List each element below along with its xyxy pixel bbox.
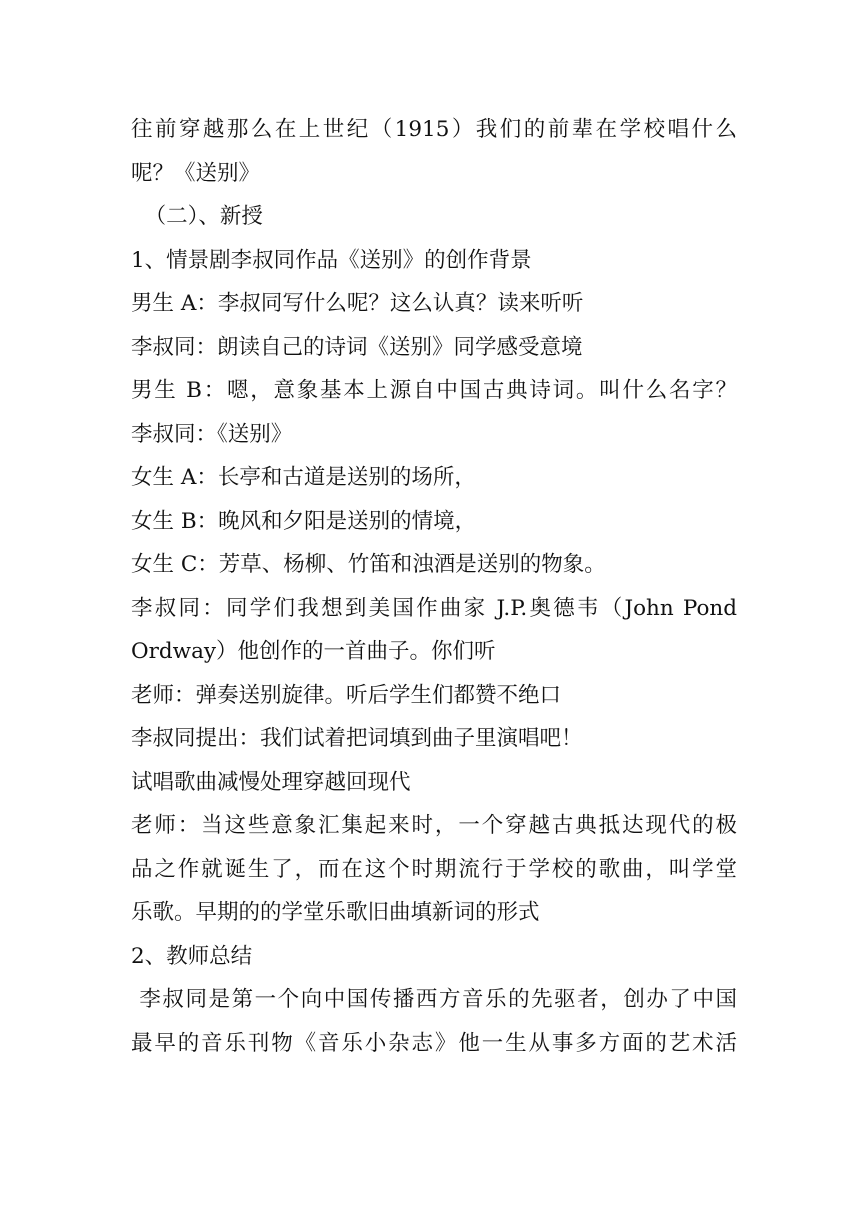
dialogue-line: 李叔同提出：我们试着把词填到曲子里演唱吧！ (131, 726, 583, 751)
dialogue-line: 老师：当这些意象汇集起来时，一个穿越古典抵达现代的极 (131, 813, 737, 838)
dialogue-line: 老师：弹奏送别旋律。听后学生们都赞不绝口 (131, 682, 562, 708)
text-line: 李叔同是第一个向中国传播西方音乐的先驱者，创办了中国 (131, 987, 737, 1012)
text-line: 往前穿越那么在上世纪（1915）我们的前辈在学校唱什么 (131, 117, 737, 142)
dialogue-line: 男生 B：嗯，意象基本上源自中国古典诗词。叫什么名字？ (131, 378, 737, 403)
text-line: 最早的音乐刊物《音乐小杂志》他一生从事多方面的艺术活 (131, 1030, 737, 1056)
dialogue-line: Ordway）他创作的一首曲子。你们听 (131, 639, 496, 664)
text-line: 试唱歌曲减慢处理穿越回现代 (131, 769, 411, 795)
subsection-heading: 2、教师总结 (131, 943, 253, 969)
document-body (131, 108, 737, 1065)
text-line: 乐歌。早期的的学堂乐歌旧曲填新词的形式 (131, 900, 540, 925)
section-heading: （二）、新授 (131, 204, 263, 229)
dialogue-line: 男生 A：李叔同写什么呢？这么认真？读来听听 (131, 291, 584, 316)
text-line: 品之作就诞生了，而在这个时期流行于学校的歌曲，叫学堂 (131, 856, 737, 882)
dialogue-line: 女生 A：长亭和古道是送别的场所， (131, 465, 476, 490)
subsection-heading: 1、情景剧李叔同作品《送别》的创作背景 (131, 247, 532, 273)
dialogue-line: 女生 C：芳草、杨柳、竹笛和浊酒是送别的物象。 (131, 552, 606, 577)
text-line: 呢？《送别》 (131, 160, 261, 186)
dialogue-line: 李叔同：朗读自己的诗词《送别》同学感受意境 (131, 334, 583, 360)
dialogue-line: 李叔同：同学们我想到美国作曲家 J.P.奥德韦（John Pond (131, 595, 737, 621)
dialogue-line: 女生 B：晚风和夕阳是送别的情境， (131, 508, 477, 534)
dialogue-line: 李叔同：《送别》 (131, 421, 293, 447)
